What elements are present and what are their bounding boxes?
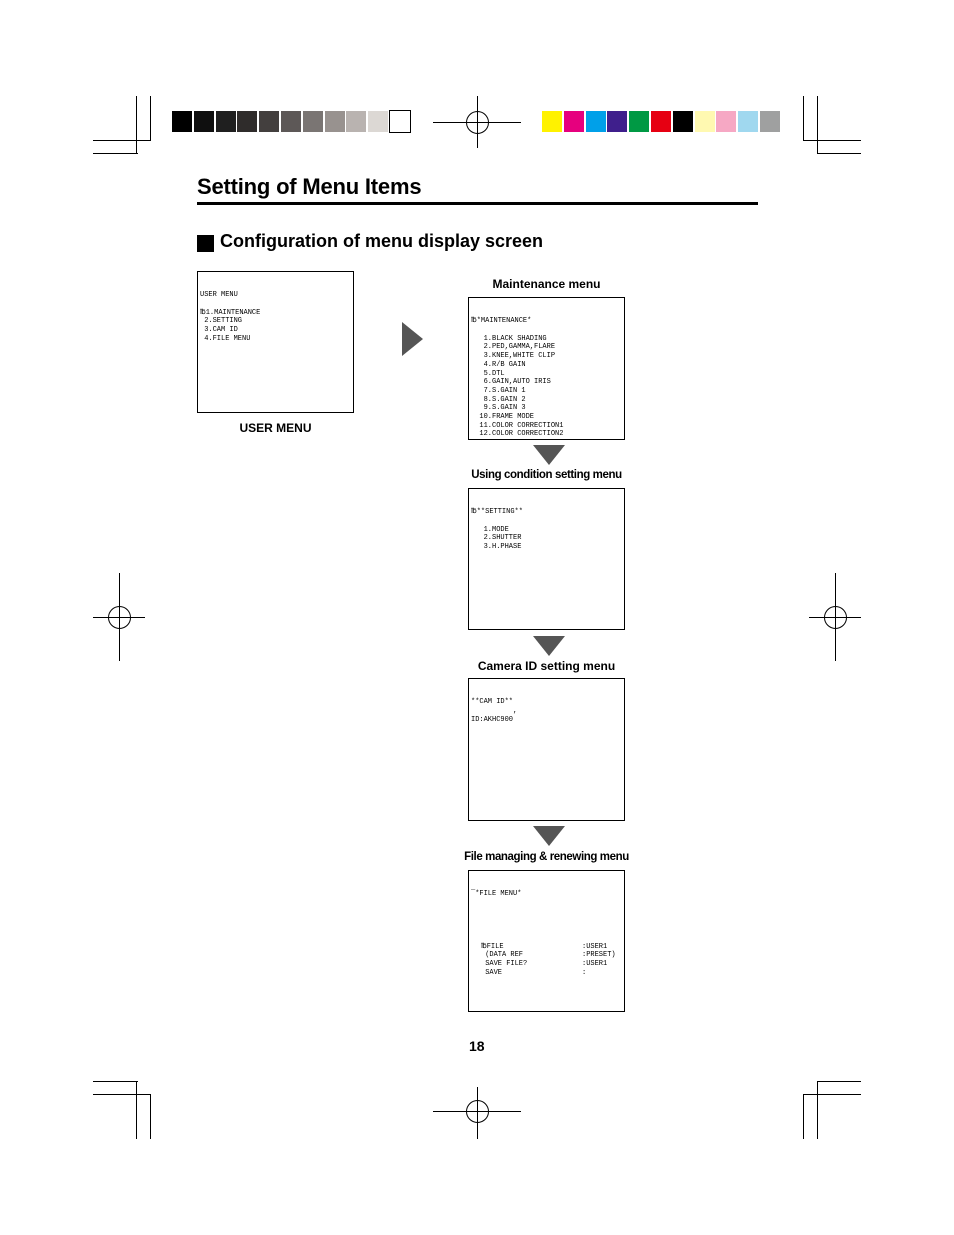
menu-line — [471, 517, 622, 526]
color-swatch — [564, 111, 584, 132]
setting-menu-caption: Using condition setting menu — [471, 469, 622, 481]
menu-line: 2.SETTING — [200, 317, 243, 326]
file-menu-rows — [471, 943, 622, 978]
cam-id-menu-caption: Camera ID setting menu — [477, 659, 616, 673]
menu-line: 1.MODE — [471, 525, 509, 534]
gray-swatch — [303, 111, 323, 132]
page-title: Setting of Menu Items — [197, 174, 422, 199]
cam-id-menu-lines — [471, 698, 622, 724]
gray-swatch — [259, 111, 279, 132]
file-menu-row-label: ℔FILE — [481, 942, 504, 951]
menu-line: ℔1.MAINTENANCE — [200, 308, 261, 317]
registration-mark-left — [93, 573, 145, 661]
menu-line: ℔**SETTING** — [471, 508, 523, 517]
menu-line: 10.FRAME MODE — [471, 412, 535, 421]
section-bullet-square — [197, 235, 214, 252]
down-arrow-1 — [533, 445, 565, 465]
menu-line: 9.S.GAIN 3 — [471, 404, 526, 413]
maintenance-menu-lines — [471, 317, 622, 439]
menu-line: 8.S.GAIN 2 — [471, 395, 526, 404]
color-swatch — [651, 111, 671, 132]
menu-line: ID:AKHC900 — [471, 715, 514, 724]
menu-line: 3.CAM ID — [200, 326, 238, 335]
color-swatch — [542, 111, 562, 132]
color-swatch — [695, 111, 715, 132]
setting-menu-lines — [471, 508, 622, 551]
menu-line: ℔*MAINTENANCE* — [471, 317, 532, 326]
gray-swatch — [325, 111, 345, 132]
file-menu-caption: File managing & renewing menu — [464, 851, 629, 863]
color-swatch — [586, 111, 606, 132]
file-menu-row — [471, 951, 622, 960]
file-menu-row — [471, 969, 622, 978]
gray-swatch — [237, 111, 257, 132]
menu-line — [200, 300, 351, 309]
file-menu-row-value: : — [582, 968, 587, 977]
registration-mark-top — [433, 96, 521, 148]
right-arrow — [402, 322, 423, 356]
down-arrow-3 — [533, 826, 565, 846]
menu-line: 3.H.PHASE — [471, 543, 522, 552]
menu-line: 12.COLOR CORRECTION2 — [471, 430, 564, 439]
menu-line: 3.KNEE,WHITE CLIP — [471, 352, 556, 361]
menu-line: 11.COLOR CORRECTION1 — [471, 421, 564, 430]
menu-line: 1.BLACK SHADING — [471, 334, 547, 343]
file-menu-row-value: :USER1 — [582, 959, 608, 968]
user-menu-caption: USER MENU — [239, 421, 312, 435]
menu-line: 7.S.GAIN 1 — [471, 386, 526, 395]
section-title: Configuration of menu display screen — [220, 231, 544, 251]
color-swatch — [673, 111, 693, 132]
gray-swatch — [281, 111, 301, 132]
color-swatch — [716, 111, 736, 132]
file-menu-row-value: :USER1 — [582, 942, 608, 951]
color-swatch — [607, 111, 627, 132]
menu-line: 5.DTL — [471, 369, 505, 378]
setting-menu-screen — [468, 488, 625, 630]
color-swatch — [760, 111, 780, 132]
user-menu-lines — [200, 291, 351, 343]
color-swatch — [738, 111, 758, 132]
file-menu-header: ¯*FILE MENU* — [471, 890, 522, 899]
menu-line: **CAM ID** — [471, 698, 514, 707]
menu-line: 4.FILE MENU — [200, 334, 251, 343]
file-menu-row-label: (DATA REF — [481, 951, 524, 960]
file-menu-screen — [468, 870, 625, 1012]
registration-mark-bottom — [433, 1087, 521, 1139]
file-menu-row-label: SAVE FILE? — [481, 959, 528, 968]
file-menu-row — [471, 943, 622, 952]
menu-line: USER MENU — [200, 291, 238, 300]
menu-line: , — [471, 707, 518, 716]
gray-swatch — [346, 111, 366, 132]
gray-swatch — [216, 111, 236, 132]
title-rule — [197, 202, 758, 205]
page-number: 18 — [469, 1038, 485, 1054]
maintenance-menu-screen — [468, 297, 625, 440]
gray-swatch — [390, 111, 410, 132]
maintenance-menu-caption: Maintenance menu — [492, 277, 601, 291]
menu-line: 6.GAIN,AUTO IRIS — [471, 378, 551, 387]
gray-swatch — [368, 111, 388, 132]
down-arrow-2 — [533, 636, 565, 656]
color-swatch — [629, 111, 649, 132]
menu-line: 2.SHUTTER — [471, 534, 522, 543]
file-menu-row-value: :PRESET) — [582, 951, 616, 960]
user-menu-screen — [197, 271, 354, 413]
menu-line: 4.R/B GAIN — [471, 360, 526, 369]
cam-id-menu-screen — [468, 678, 625, 821]
file-menu-row-label: SAVE — [481, 968, 503, 977]
registration-mark-right — [809, 573, 861, 661]
menu-line: 2.PED,GAMMA,FLARE — [471, 343, 556, 352]
gray-swatch — [172, 111, 192, 132]
file-menu-row — [471, 960, 622, 969]
menu-line — [471, 326, 622, 335]
gray-swatch — [194, 111, 214, 132]
